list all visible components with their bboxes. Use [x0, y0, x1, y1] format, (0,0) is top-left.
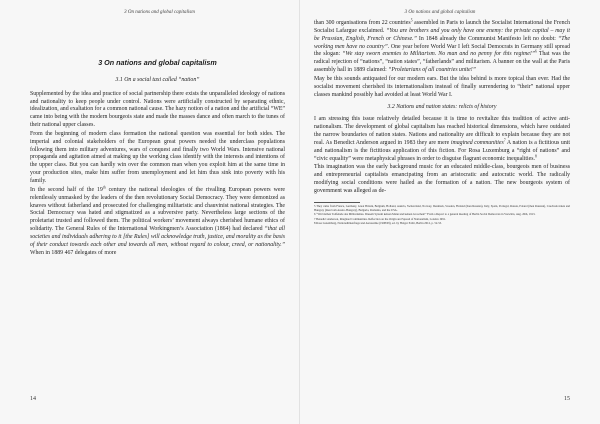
text-run: assembled in Paris to launch the Socialist International the French Socialist Lafargue exclaimed.: [314, 20, 571, 34]
page-number: 15: [564, 396, 570, 402]
superscript: th: [102, 185, 106, 190]
section-title: 3.2 Nations and nation states: relicts of history: [387, 104, 497, 111]
quotation: “We stay sworn enemies to Militarism. No man and no penny for this regime!”: [342, 51, 536, 58]
running-head: 3 On nations and global capitalism: [404, 10, 476, 15]
paragraph: May be this sounds antiquated for our modern ears. But the idea behind is more topical than ever. Had the socialist movement cherished its internationalism instead of finally surrendering to “their” national upper classes mankind possibly had avoided at least World War I.: [314, 75, 570, 98]
page-number: 14: [30, 396, 36, 402]
text-run: century the national ideologies of the rivalling European powers were relentlessly unmasked by the leaders of the then revolutionary Social Democracy. They were demonized as knaves without fatherland and prosecuted for challenging militaristic and chauvinist national strategies. The Social Democracy was hated and stigmatized as a subversive party. Nevertheless large sections of the proletariat trusted and followed them. The political workers’ movement always cherished humane ethics of solidarity. The General Rules of the International Workingmen’s Association (1864) had declared: [30, 186, 286, 233]
footnote-ref: 6: [535, 49, 537, 54]
text-run: When in 1889 467 delegates of more: [30, 249, 117, 256]
footnotes: [314, 205, 570, 226]
text-run: In 1848 already the Communist Manifesto left no doubt:: [416, 35, 558, 42]
footnote-ref: 8: [535, 154, 537, 159]
quotation: “The working men have no country”: [314, 35, 570, 50]
paragraph: [314, 116, 570, 163]
paragraph: From the beginning of modern class formation the national question was essential for both sides. The imperial and colonial stakeholders of the European great powers needed the underclass populations following them into military adventures, wars of conquest and finally two World Wars. Intensive national propaganda and agitation aimed at making up the working class identify with the interests and intentions of the upper class. But you can hardly win over the common man when you exploit him at the same time in your production sites, make him suffer from unemployment and let him thus sink into poverty with his family.: [30, 130, 285, 184]
paragraph: This imagination was the early background music for an educated middle-class, bourgeois men of business and entrepreneurial capitalists emancipating from an aristocratic and autocratic world. The radically modifying social conditions were hailed as the formation of a nation. The new bourgeois system of government was alleged as de-: [314, 164, 570, 194]
quotation: “Proletarians of all countries unite!”: [388, 67, 476, 74]
paragraph: [30, 187, 285, 258]
paragraph: [314, 20, 570, 75]
text-run: I am stressing this issue relatively detailed because it is time to revitalize this tradition of active anti-nationalism. The development of global capitalism has reached historical dimensions, which have outdated the narrow boundaries of nation states. Nations and nationality are difficult to explain because they are not real. As Benedict Anderson argued in 1983 they are mere: [314, 116, 570, 146]
footnote-divider: [314, 202, 360, 203]
footnote-ref: 7: [503, 138, 506, 143]
quotation: “You are brothers and you only have one enemy: the private capital – may it be Prussian, English, French or Chinese.”: [314, 27, 570, 42]
text-run: A nation is a fictitious unit and nationalism is the fictitious application of this fiction. For Rosa Luxemburg a “right of nations” and “civic equality” were metaphysical phrases in order to disguise flagrant economic inequalities.: [314, 139, 570, 162]
chapter-title: 3 On nations and global capitalism: [98, 58, 217, 67]
text-run: In the second half of the 19: [30, 186, 103, 193]
footnote: 7 Benedict Anderson, Imagined Communities. Reflection on the Origin and Spread of Nationalism, London 1991.: [314, 216, 446, 221]
text-run: . One year before World War I left Social Democrats in Germany still spread the slogan:: [314, 43, 570, 58]
footnote: 8 Rosa Luxemburg, Nationalitätenfrage und Autonomie (1908/09), ed. by Holger Politt, Berlin 2012, p. 52-53.: [314, 221, 442, 226]
right-page-body: [314, 20, 570, 227]
footnote: 5 They came from France, Germany, Great Britain, Belgium, Holland, Austria, Switzerland, Norway, Denmark, Sweden, Finland (then Russian), Italy, Spain, Portugal, Russia, Poland (then Russian), Czechoslovakia and Hungary (then both Austro-Hungary), Bulgaria, Romania, and the USA.: [314, 203, 570, 212]
emphasis: imagined communities: [450, 139, 504, 146]
footnote-ref: 5: [410, 18, 413, 23]
quotation: “that all societies and individuals adhering to it [the Rules] will acknowledge truth, justice, and morality as the basis of their conduct towards each other and towards all men, without regard to colour, creed, or nationality.”: [30, 226, 285, 248]
running-head: 3 On nations and global capitalism: [124, 10, 195, 15]
section-title: 3.1 On a social taxi called “nation”: [115, 76, 200, 83]
right-page: [300, 0, 600, 424]
left-page-body: [30, 23, 285, 258]
text-run: than 300 organisations from 22 countries: [314, 20, 411, 26]
footnote: 6 “Wir bleiben Todfeinde des Militarismus. Diesem System keinen Mann und keinen Groschen!” From a Report to a general meeting of Berlin Social Democrats in Vorwärts, Aug. 26th, 1913.: [314, 212, 536, 217]
text-run: That was the radical rejection of “nations”, “nation states”, “fatherlands” and militarism. A banner on the wall at the Paris assembly hall in 1889 claimed:: [314, 51, 570, 74]
paragraph: Supplemented by the idea and practice of social partnership there exists the unparalleled ideology of nations and nationality to keep people under control. Nations were artificially constructed by separating ethnic, idealization, and exaltation for a common national cause. The hazy notion of a nation and the artificial “WE” came into being with the modern bourgeois state and made the masses dance and often march to the tunes of their national upper classes.: [30, 90, 285, 129]
